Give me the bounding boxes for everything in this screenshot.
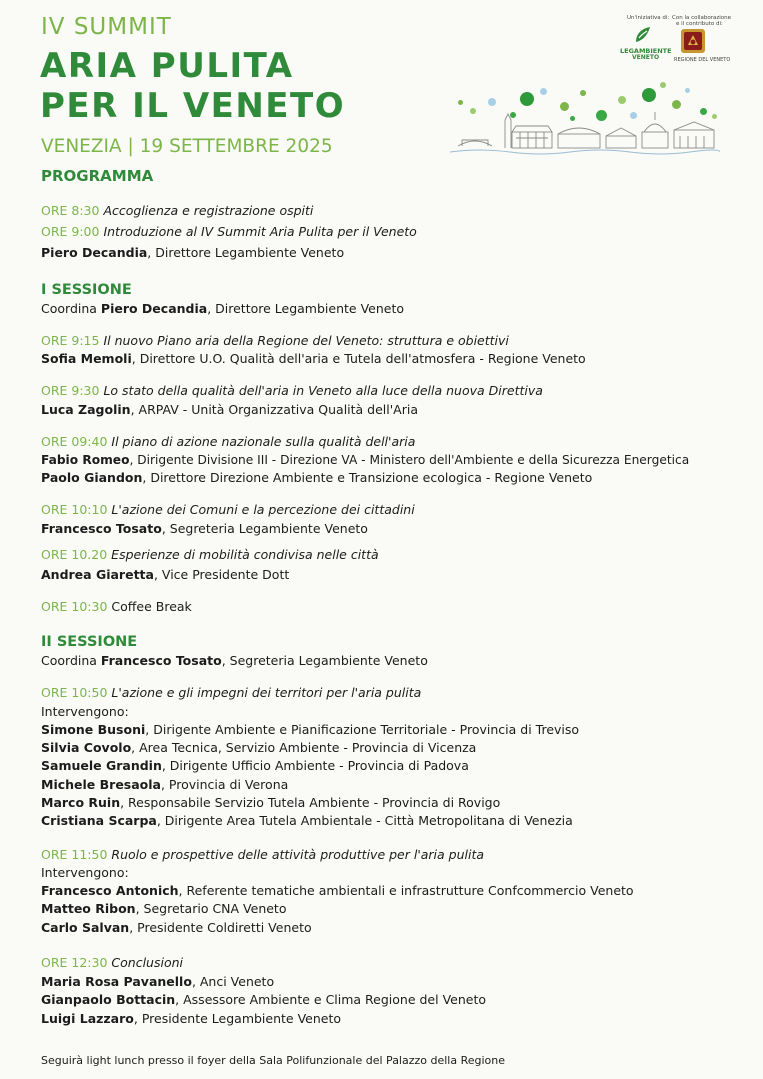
bubble-dot bbox=[596, 110, 607, 121]
speaker-line bbox=[41, 920, 312, 935]
bubble-dot bbox=[685, 88, 690, 93]
event-title-line2: PER IL VENETO bbox=[40, 86, 346, 126]
promoter-name-line1: LEGAMBIENTE bbox=[620, 47, 672, 55]
speaker-line bbox=[41, 758, 469, 773]
agenda-title: Conclusioni bbox=[111, 955, 184, 970]
bubble-dot bbox=[560, 102, 569, 111]
agenda-item bbox=[41, 224, 417, 239]
speaker-line bbox=[41, 453, 689, 467]
agenda-item bbox=[41, 847, 484, 862]
speaker-line bbox=[41, 777, 288, 792]
speaker-name: Matteo Ribon bbox=[41, 901, 136, 916]
speaker-name: Silvia Covolo bbox=[41, 740, 132, 755]
speaker-role: , Segretario CNA Veneto bbox=[135, 901, 287, 916]
speaker-line bbox=[41, 567, 289, 582]
speaker-line bbox=[41, 992, 486, 1007]
agenda-item bbox=[41, 685, 421, 700]
speaker-name: Simone Busoni bbox=[41, 722, 146, 737]
speaker-role: , Assessore Ambiente e Clima Regione del Veneto bbox=[175, 992, 487, 1007]
bubble-dot bbox=[672, 100, 681, 109]
chair-name: Francesco Tosato bbox=[100, 653, 222, 668]
speaker-name: Fabio Romeo bbox=[41, 453, 130, 467]
agenda-title: Esperienze di mobilità condivisa nelle città bbox=[111, 547, 379, 562]
agenda-item bbox=[41, 955, 183, 970]
agenda-title: Introduzione al IV Summit Aria Pulita per il Veneto bbox=[103, 224, 417, 239]
agenda-item bbox=[41, 203, 313, 218]
bubble-dot bbox=[540, 88, 547, 95]
speaker-name: Gianpaolo Bottacin bbox=[41, 992, 176, 1007]
speaker-name: Paolo Giandon bbox=[41, 470, 143, 485]
partner-caption-line1: Con la collaborazione bbox=[672, 15, 732, 21]
bubble-dot bbox=[642, 88, 656, 102]
agenda-title: Lo stato della qualità dell'aria in Veneto alla luce della nuova Direttiva bbox=[103, 383, 543, 398]
speaker-role: , Presidente Coldiretti Veneto bbox=[129, 920, 312, 935]
footer-note: Seguirà light lunch presso il foyer della Sala Polifunzionale del Palazzo della Regione bbox=[41, 1054, 506, 1067]
speaker-line bbox=[41, 470, 592, 485]
location-date: VENEZIA | 19 SETTEMBRE 2025 bbox=[41, 136, 333, 157]
bubble-dot bbox=[630, 112, 637, 119]
speaker-line bbox=[41, 722, 579, 737]
programma-heading: PROGRAMMA bbox=[41, 167, 154, 185]
agenda-title: Il piano di azione nazionale sulla qualità dell'aria bbox=[111, 434, 416, 449]
speaker-line bbox=[41, 351, 586, 366]
legambiente-logo-icon bbox=[632, 24, 654, 46]
chair-role: , Direttore Legambiente Veneto bbox=[207, 301, 405, 316]
intervengono-label: Intervengono: bbox=[41, 704, 129, 719]
partner-caption-line2: e il contributo di: bbox=[676, 21, 723, 27]
bubble-dot bbox=[700, 108, 707, 115]
bubble-dot bbox=[510, 112, 516, 118]
agenda-time: ORE 9:00 bbox=[41, 224, 100, 239]
speaker-name: Marco Ruin bbox=[41, 795, 121, 810]
bubble-dot bbox=[580, 90, 586, 96]
speaker-line bbox=[41, 402, 418, 417]
speaker-name: Piero Decandia bbox=[41, 245, 148, 260]
agenda-item bbox=[41, 333, 509, 348]
edition-label: IV SUMMIT bbox=[41, 14, 172, 40]
speaker-role: , Segreteria Legambiente Veneto bbox=[161, 521, 368, 536]
agenda-time: ORE 8:30 bbox=[41, 203, 100, 218]
speaker-role: , ARPAV - Unità Organizzativa Qualità dell'Aria bbox=[130, 402, 419, 417]
speaker-role: , Dirigente Divisione III - Direzione VA - Ministero dell'Ambiente e della Sicurezza Energetica bbox=[129, 453, 690, 467]
speaker-name: Michele Bresaola bbox=[41, 777, 161, 792]
speaker-line bbox=[41, 901, 287, 916]
agenda-time: ORE 11:50 bbox=[41, 847, 108, 862]
speaker-role: , Referente tematiche ambientali e infrastrutture Confcommercio Veneto bbox=[178, 883, 634, 898]
speaker-role: , Dirigente Area Tutela Ambientale - Città Metropolitana di Venezia bbox=[156, 813, 573, 828]
bubble-dot bbox=[470, 108, 476, 114]
speaker-name: Francesco Antonich bbox=[41, 883, 179, 898]
promoter-name-line2: VENETO bbox=[632, 54, 660, 61]
event-title-line1: ARIA PULITA bbox=[40, 46, 294, 86]
speaker-name: Samuele Grandin bbox=[41, 758, 162, 773]
speaker-name: Carlo Salvan bbox=[41, 920, 130, 935]
speaker-name: Luigi Lazzaro bbox=[41, 1011, 134, 1026]
speaker-line bbox=[41, 813, 573, 828]
bubble-dot bbox=[660, 82, 666, 88]
speaker-line bbox=[41, 795, 500, 810]
speaker-role: , Direttore Direzione Ambiente e Transizione ecologica - Regione Veneto bbox=[142, 470, 593, 485]
intervengono-label: Intervengono: bbox=[41, 865, 129, 880]
coffee-break bbox=[41, 599, 192, 614]
partner-name: REGIONE DEL VENETO bbox=[674, 57, 731, 63]
agenda-title: Coffee Break bbox=[111, 599, 192, 614]
bubble-dot bbox=[618, 96, 626, 104]
agenda-item bbox=[41, 502, 415, 517]
speaker-name: Cristiana Scarpa bbox=[41, 813, 157, 828]
agenda-time: ORE 12:30 bbox=[41, 955, 108, 970]
regione-veneto-crest-icon bbox=[680, 28, 706, 54]
speaker-role: , Vice Presidente Dott bbox=[153, 567, 290, 582]
speaker-line bbox=[41, 974, 274, 989]
agenda-time: ORE 09:40 bbox=[41, 434, 108, 449]
session-chair bbox=[41, 653, 428, 668]
speaker-role: , Presidente Legambiente Veneto bbox=[133, 1011, 342, 1026]
agenda-title: L'azione e gli impegni dei territori per l'aria pulita bbox=[111, 685, 422, 700]
speaker-role: , Direttore U.O. Qualità dell'aria e Tutela dell'atmosfera - Regione Veneto bbox=[131, 351, 586, 366]
agenda-title: Accoglienza e registrazione ospiti bbox=[103, 203, 314, 218]
speaker-line bbox=[41, 740, 476, 755]
speaker-name: Luca Zagolin bbox=[41, 402, 131, 417]
agenda-time: ORE 10:10 bbox=[41, 502, 108, 517]
bubble-dot bbox=[570, 116, 575, 121]
speaker-role: , Dirigente Ufficio Ambiente - Provincia di Padova bbox=[161, 758, 469, 773]
bubble-dot bbox=[488, 98, 496, 106]
speaker-name: Maria Rosa Pavanello bbox=[41, 974, 192, 989]
session-2-heading: II SESSIONE bbox=[41, 634, 138, 650]
session-1-heading: I SESSIONE bbox=[41, 282, 132, 298]
speaker-name: Andrea Giaretta bbox=[41, 567, 154, 582]
agenda-title: Ruolo e prospettive delle attività produttive per l'aria pulita bbox=[111, 847, 485, 862]
speaker-role: , Direttore Legambiente Veneto bbox=[147, 245, 345, 260]
agenda-time: ORE 10:30 bbox=[41, 599, 108, 614]
speaker-role: , Dirigente Ambiente e Pianificazione Territoriale - Provincia di Treviso bbox=[145, 722, 580, 737]
speaker-line bbox=[41, 883, 634, 898]
speaker-role: , Area Tecnica, Servizio Ambiente - Provincia di Vicenza bbox=[131, 740, 477, 755]
bubble-dot bbox=[712, 114, 717, 119]
speaker-line bbox=[41, 245, 344, 260]
speaker-role: , Provincia di Verona bbox=[160, 777, 289, 792]
speaker-role: , Responsabile Servizio Tutela Ambiente - Provincia di Rovigo bbox=[120, 795, 501, 810]
bubble-dot bbox=[458, 100, 463, 105]
agenda-title: L'azione dei Comuni e la percezione dei cittadini bbox=[111, 502, 415, 517]
speaker-line bbox=[41, 521, 368, 536]
chair-prefix: Coordina bbox=[41, 301, 101, 316]
agenda-time: ORE 10.20 bbox=[41, 547, 108, 562]
agenda-time: ORE 10:50 bbox=[41, 685, 108, 700]
chair-role: , Segreteria Legambiente Veneto bbox=[221, 653, 428, 668]
venice-skyline-illustration bbox=[450, 78, 720, 156]
bubble-dot bbox=[520, 92, 534, 106]
agenda-item bbox=[41, 383, 543, 398]
chair-name: Piero Decandia bbox=[100, 301, 208, 316]
speaker-role: , Anci Veneto bbox=[191, 974, 275, 989]
agenda-item bbox=[41, 434, 415, 449]
agenda-item bbox=[41, 547, 379, 562]
chair-prefix: Coordina bbox=[41, 653, 101, 668]
agenda-time: ORE 9:15 bbox=[41, 333, 100, 348]
speaker-line bbox=[41, 1011, 341, 1026]
speaker-name: Sofia Memoli bbox=[41, 351, 132, 366]
speaker-name: Francesco Tosato bbox=[41, 521, 162, 536]
promoter-caption: Un'iniziativa di: bbox=[627, 15, 670, 21]
agenda-time: ORE 9:30 bbox=[41, 383, 100, 398]
agenda-title: Il nuovo Piano aria della Regione del Veneto: struttura e obiettivi bbox=[103, 333, 509, 348]
session-chair bbox=[41, 301, 404, 316]
